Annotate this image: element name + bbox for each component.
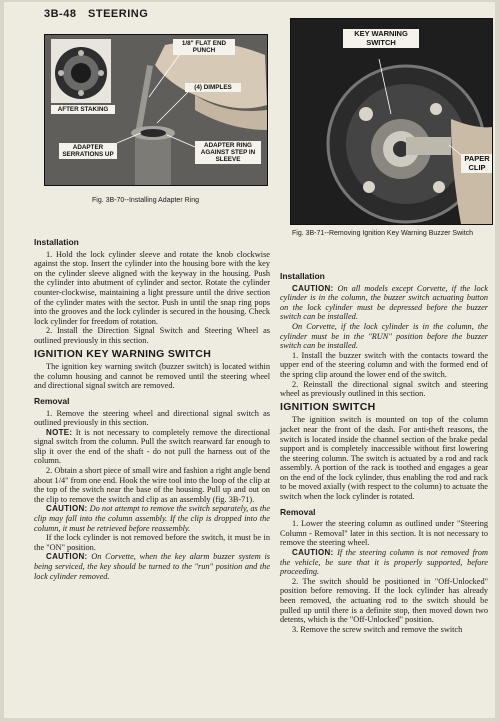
callout-paper-clip: PAPER CLIP [461,154,493,173]
callout-adapter-ring: ADAPTER RING AGAINST STEP IN SLEEVE [195,141,261,164]
ign-removal-step-3: 3. Remove the screw switch and remove the switch [292,624,463,634]
removal-caution-1 [34,504,270,533]
note-text: It is not necessary to completely remove the directional signal switch from the column. Pull the switch rearward far enough to slip it over the end of the shaft - do not pull the harness out of the column. [34,427,270,466]
figure-3b-71 [290,18,493,225]
ign-removal-step-2: 2. The switch should be positioned in "Off-Unlocked" position before removing. If the lock cylinder has already been removed, the actuating rod to the switch should be pulled up until there is a definite stop, then moved down two detents, which is the "Off-Unlocked" position. [280,576,488,625]
caution-label: CAUTION: [292,283,334,293]
ign-removal-caution [280,548,488,577]
callout-serrations: ADAPTER SERRATIONS UP [59,143,117,159]
install-step-2: 2. Reinstall the directional signal switch and steering wheel as previously outlined in this section. [280,379,488,399]
installation-step-2: 2. Install the Direction Signal Switch and Steering Wheel as outlined previously in this section. [34,326,270,345]
key-warning-description: The ignition key warning switch (buzzer switch) is located within the column housing and cannot be removed until the steering wheel and directional signal switch are removed. [34,362,270,391]
heading-removal: Removal [34,395,70,406]
right-column [280,266,488,634]
caption-fig-71: Fig. 3B-71--Removing Ignition Key Warning Buzzer Switch [292,230,474,237]
heading-installation-right: Installation [280,271,325,281]
left-column [34,232,270,581]
page-header [44,8,156,20]
caution-text: If the steering column is not removed from the vehicle, be sure that it is properly supported, before proceeding. [280,548,488,577]
install-step-1: 1. Install the buzzer switch with the contacts toward the upper end of the steering column and with the formed end of the spring clip around the lower end of the switch. [280,350,488,379]
heading-key-warning-switch: IGNITION KEY WARNING SWITCH [34,347,212,360]
caution-label: CAUTION: [292,548,334,558]
installation-step-1: 1. Hold the lock cylinder sleeve and rotate the knob clockwise against the stop. Insert the cylinder into the housing bore with the key on the cylinder sleeve aligned with the keyway in the housing. Push the cylinder into abutment of cylinder and sector. Rotate the cylinder counter-clockwise, maintaining a light pressure until the drive section of the cylinder mates with the sector. Push in until the snap ring pops into the grooves and the lock cylinder is secured in the housing. Check lock cylinder for freedom of rotation. [34,249,270,326]
removal-caution-2 [34,552,270,581]
callout-punch: 1/8" FLAT END PUNCH [173,39,235,55]
caution-label: CAUTION: [46,552,88,562]
ign-removal-step-1: 1. Lower the steering column as outlined under "Steering Column - Removal" later in this section. It is not necessary to remove the steering wheel. [280,519,488,548]
page-number: 3B-48 [44,8,77,20]
heading-removal-right: Removal [280,506,316,517]
caution-text: Do not attempt to remove the switch separately, as the clip may fall into the column assembly. If the clip is dropped into the column, it must be retrieved before reassembly. [34,504,271,533]
caption-fig-70: Fig. 3B-70--Installing Adapter Ring [92,197,199,204]
figure-3b-70 [44,34,268,186]
caution-label: CAUTION: [46,504,88,514]
callout-key-warning-switch: KEY WARNING SWITCH [343,29,419,48]
section-title: STEERING [88,8,149,20]
caution-text: On all models except Corvette, if the lock cylinder is in the column, the buzzer switch actuating button on the lock cylinder must be depressed before the buzzer switch can be installed. [280,283,488,322]
note-label: NOTE: [46,427,73,437]
removal-note [34,428,270,466]
manual-page [4,2,495,718]
heading-installation: Installation [34,237,79,247]
ignition-description: The ignition switch is mounted on top of the column jacket near the front of the dash. For anti-theft reasons, the switch is located inside the channel section of the brake pedal support and is completely inaccessible without first lowering the steering column. The switch is actuated by a rod and rack assembly. A portion of the rack is toothed and engages a gear on the end of the lock cylinder, thus enabling the rod and rack to be moved axially (with respect to the column) to actuate the switch when the lock cylinder is rotated. [280,415,488,502]
buzzer-switch-photo [291,19,492,224]
callout-dimples: (4) DIMPLES [185,83,241,92]
install-caution [280,284,488,322]
callout-after-staking: AFTER STAKING [51,105,115,114]
caution-text: On Corvette, when the key alarm buzzer system is being serviced, the key should be turned to the "run" position and the lock cylinder removed. [34,552,270,581]
heading-ignition-switch: IGNITION SWITCH [280,400,376,413]
removal-step-3: If the lock cylinder is not removed before the switch, it must be in the "ON" position. [34,533,270,552]
corvette-note: On Corvette, if the lock cylinder is in the column, the cylinder must be in the "RUN" position before the buzzer switch can be installed. [280,321,488,351]
removal-step-2: 2. Obtain a short piece of small wire and fashion a right angle bend about 1/4" from one end. Hook the wire tool into the loop of the clip at the top of the switch near the base of the housing. Pull up and out on the clip to remove the switch and clip as an assembly (fig. 3B-71). [34,466,270,504]
removal-step-1: 1. Remove the steering wheel and directional signal switch as outlined previously in this section. [34,408,270,428]
